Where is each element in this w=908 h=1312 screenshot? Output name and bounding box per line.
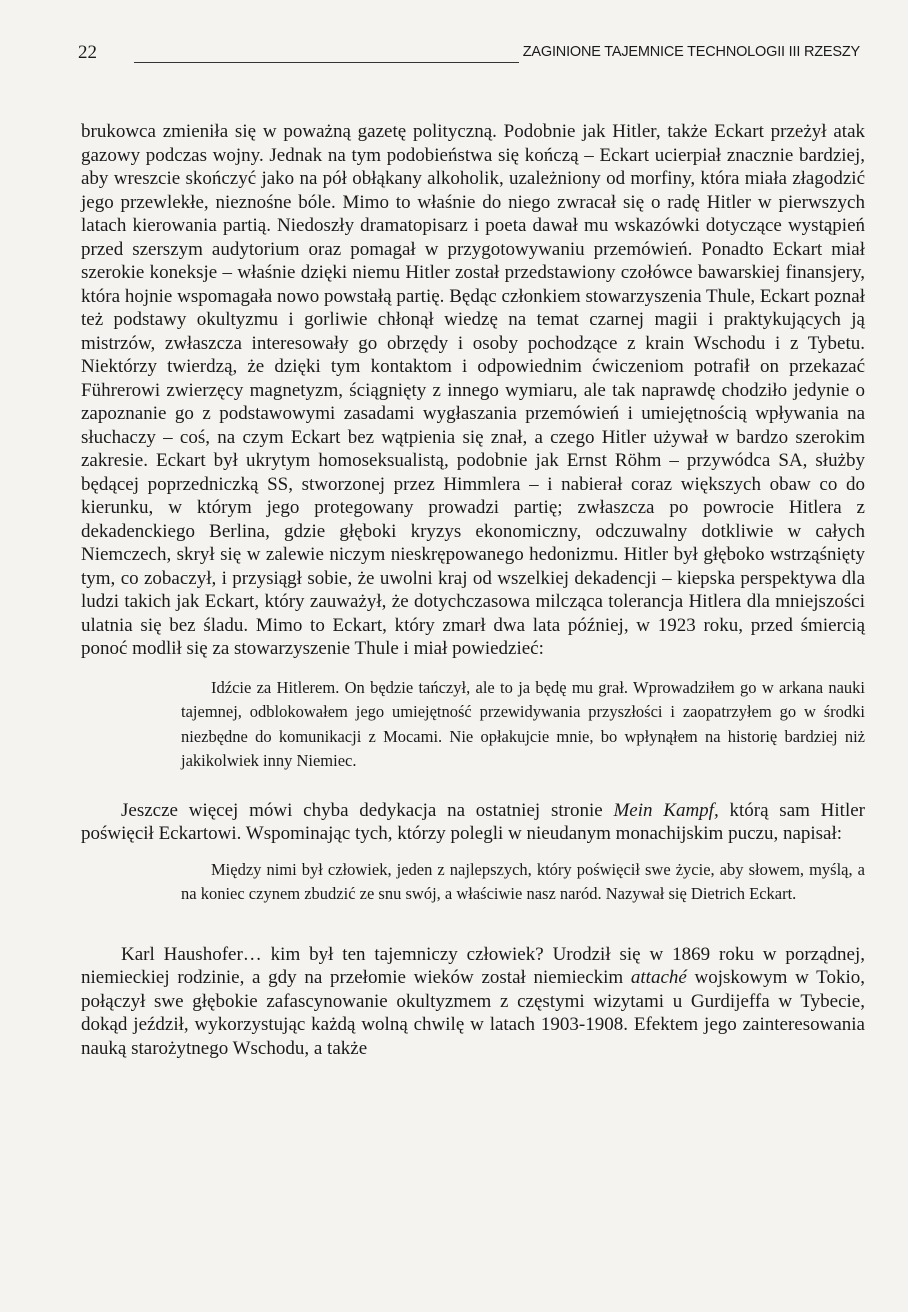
- block-quote-dedication: Między nimi był człowiek, jeden z najlepszych, który poświęcił swe życie, aby słowem, myślą, a na koniec czynem zbudzić ze snu swój, a właściwie nasz naród. Nazywał się Dietrich Eckart.: [181, 859, 865, 903]
- header-rule: [134, 62, 519, 63]
- paragraph-2-text-end: którą sam Hitler poświęcił Eckartowi. Wspominając tych, którzy polegli w nieudanym monachijskim puczu, napisał:: [81, 799, 866, 844]
- block-quote-eckart: Idźcie za Hitlerem. On będzie tańczył, ale to ja będę mu grał. Wprowadziłem go w arkana nauki tajemnej, odblokowałem jego umiejętność przewidywania przyszłości i zaopatrzyłem go w środki niezbędne do komunikacji z Mocami. Nie opłakujcie mnie, bo wpłynąłem na historię bardziej niż jakikolwiek inny Niemiec.: [181, 677, 865, 770]
- paragraph-3-text-end: wojskowym w Tokio, połączył swe głębokie zafascynowanie okultyzmem z częstymi wizytami u Gurdijeffa w Tybecie, dokąd jeździł, wykorzystując każdą wolną chwilę w latach 1903-1908. Efektem jego zainteresowania nauką starożytnego Wschodu, a także: [81, 967, 865, 1059]
- page-body: [81, 120, 865, 1060]
- running-head: ZAGINIONE TAJEMNICE TECHNOLOGII III RZESZY: [522, 44, 860, 60]
- book-title-mein-kampf: Mein Kampf,: [613, 799, 719, 821]
- body-paragraph-2: [81, 799, 865, 846]
- paragraph-2-text-start: Jeszcze więcej mówi chyba dedykacja na ostatniej stronie: [121, 799, 614, 821]
- paragraph-3-text-start: Karl Haushofer… kim był ten tajemniczy człowiek? Urodził się w 1869 roku w porządnej, niemieckiej rodzinie, a gdy na przełomie wieków został niemieckim: [81, 943, 865, 988]
- body-paragraph-3: [81, 943, 865, 1061]
- body-paragraph-1: brukowca zmieniła się w poważną gazetę polityczną. Podobnie jak Hitler, także Eckart przeżył atak gazowy podczas wojny. Jednak na tym podobieństwa się kończą – Eckart ucierpiał znacznie bardziej, aby wreszcie skończyć jako na pół obłąkany alkoholik, uzależniony od morfiny, która miała złagodzić jego przewlekłe, nieznośne bóle. Mimo to właśnie do niego zwracał się o radę Hitler w pierwszych latach kierowania partią. Niedoszły dramatopisarz i poeta dawał mu wskazówki dotyczące wystąpień przed szerszym audytorium oraz pomagał w przygotowywaniu przemówień. Ponadto Eckart miał szerokie koneksje – właśnie dzięki niemu Hitler został przedstawiony czołówce bawarskiej finansjery, która hojnie wspomagała nowo powstałą partię. Będąc członkiem stowarzyszenia Thule, Eckart poznał też podstawy okultyzmu i gorliwie chłonął wiedzę na temat czarnej magii i praktykujących ją mistrzów, zwłaszcza interesowały go obrzędy i osoby pochodzące z krain Wschodu i z Tybetu. Niektórzy twierdzą, że dzięki tym kontaktom i odpowiednim ćwiczeniom potrafił on przekazać Führerowi zwierzęcy magnetyzm, ściągnięty z innego wymiaru, ale tak naprawdę chodziło jedynie o zapoznanie go z podstawowymi zasadami wygłaszania przemówień i umiejętnością wpływania na słuchaczy – coś, na czym Eckart bez wątpienia się znał, a czego Hitler używał w bardzo szerokim zakresie. Eckart był ukrytym homoseksualistą, podobnie jak Ernst Röhm – przywódca SA, służby będącej poprzedniczką SS, stworzonej przez Himmlera – i nabierał coraz większych obaw co do kierunku, w którym jego protegowany prowadzi partię; zwłaszcza po powrocie Hitlera z dekadenckiego Berlina, gdzie głęboki kryzys ekonomiczny, odczuwalny dotkliwie w całych Niemczech, skrył się w zalewie niczym nieskrępowanego hedonizmu. Hitler był głęboko wstrząśnięty tym, co zobaczył, i przysiągł sobie, że uwolni kraj od wszelkiej dekadencji – kiepska perspektywa dla ludzi takich jak Eckart, który zauważył, że dotychczasowa milcząca tolerancja Hitlera dla mniejszości ulatnia się bez śladu. Mimo to Eckart, który zmarł dwa lata później, w 1923 roku, przed śmiercią ponoć modlił się za stowarzyszenie Thule i miał powiedzieć:: [81, 121, 865, 659]
- page-number: 22: [78, 42, 97, 63]
- page-header: [78, 38, 860, 68]
- italic-word-attache: attaché: [630, 967, 687, 988]
